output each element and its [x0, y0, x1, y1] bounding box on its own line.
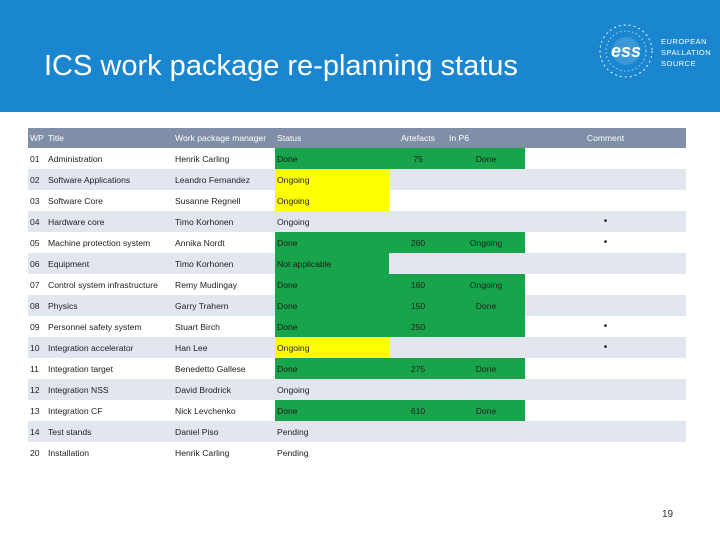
- cell-comment: •: [603, 321, 608, 332]
- table-row: [28, 400, 686, 421]
- cell-in-p6: Ongoing: [447, 274, 525, 295]
- cell-in-p6: [447, 190, 525, 211]
- cell-comment: [525, 190, 686, 211]
- header-title: Title: [48, 133, 64, 143]
- cell-manager: Susanne Regnell: [175, 195, 241, 206]
- cell-title: Administration: [48, 153, 103, 164]
- cell-artefacts: 150: [389, 295, 447, 316]
- cell-in-p6: [447, 442, 525, 463]
- cell-comment: [525, 253, 686, 274]
- cell-manager: Henrik Carling: [175, 447, 230, 458]
- cell-manager: Nick Levchenko: [175, 405, 236, 416]
- cell-title: Integration NSS: [48, 384, 109, 395]
- cell-status: Done: [275, 295, 389, 316]
- cell-status: Ongoing: [275, 190, 389, 211]
- header-artefacts: Artefacts: [401, 133, 435, 143]
- cell-wp: 02: [30, 174, 40, 185]
- cell-wp: 11: [30, 363, 39, 374]
- cell-title: Equipment: [48, 258, 90, 269]
- cell-in-p6: [447, 211, 525, 232]
- cell-artefacts: 250: [389, 316, 447, 337]
- table-row: [28, 442, 686, 463]
- cell-status: Done: [275, 400, 389, 421]
- cell-in-p6: [447, 337, 525, 358]
- ess-logo-text: [661, 36, 711, 69]
- cell-in-p6: [447, 169, 525, 190]
- cell-status: Done: [275, 232, 389, 253]
- cell-title: Software Core: [48, 195, 103, 206]
- cell-wp: 20: [30, 447, 40, 458]
- cell-comment: [525, 400, 686, 421]
- cell-status: Done: [275, 358, 389, 379]
- cell-artefacts: [389, 253, 447, 274]
- cell-comment: [525, 421, 686, 442]
- cell-status: Done: [275, 274, 389, 295]
- cell-manager: Timo Korhonen: [175, 216, 234, 227]
- slide-title: ICS work package re-planning status: [44, 50, 518, 82]
- cell-in-p6: Done: [447, 295, 525, 316]
- cell-artefacts: [389, 169, 447, 190]
- svg-text:ess: ess: [610, 41, 642, 61]
- cell-comment: •: [603, 342, 608, 353]
- cell-status: Done: [275, 316, 389, 337]
- cell-status: Ongoing: [277, 216, 310, 227]
- table-body: [28, 148, 686, 463]
- cell-in-p6: Done: [447, 400, 525, 421]
- header-in-p6: In P6: [449, 133, 470, 143]
- cell-title: Integration accelerator: [48, 342, 134, 353]
- table-header-row: [28, 128, 686, 148]
- cell-in-p6: Ongoing: [447, 232, 525, 253]
- cell-title: Machine protection system: [48, 237, 151, 248]
- table-row: [28, 379, 686, 400]
- cell-wp: 06: [30, 258, 40, 269]
- table-row: [28, 211, 686, 232]
- cell-manager: Annika Nordt: [175, 237, 225, 248]
- table-row: [28, 190, 686, 211]
- table-row: [28, 253, 686, 274]
- table-row: [28, 358, 686, 379]
- cell-comment: [525, 169, 686, 190]
- cell-manager: Remy Mudingay: [175, 279, 238, 290]
- cell-artefacts: 275: [389, 358, 447, 379]
- cell-manager: Daniel Piso: [175, 426, 219, 437]
- page-number: 19: [662, 509, 674, 520]
- cell-wp: 03: [30, 195, 40, 206]
- table-row: [28, 169, 686, 190]
- logo-line: SOURCE: [661, 59, 697, 68]
- cell-wp: 10: [30, 342, 40, 353]
- cell-title: Test stands: [48, 426, 92, 437]
- cell-status: Ongoing: [275, 337, 389, 358]
- cell-manager: David Brodrick: [175, 384, 231, 395]
- cell-title: Personnel safety system: [48, 321, 142, 332]
- cell-artefacts: [389, 337, 447, 358]
- cell-in-p6: [447, 421, 525, 442]
- cell-manager: Leandro Fernandez: [175, 174, 251, 185]
- cell-wp: 13: [30, 405, 40, 416]
- cell-comment: [525, 295, 686, 316]
- cell-status: Ongoing: [275, 169, 389, 190]
- cell-comment: [525, 379, 686, 400]
- table-row: [28, 316, 686, 337]
- cell-manager: Han Lee: [175, 342, 208, 353]
- cell-artefacts: [389, 379, 447, 400]
- cell-comment: [525, 274, 686, 295]
- cell-title: Integration target: [48, 363, 113, 374]
- table-row: [28, 295, 686, 316]
- cell-wp: 01: [30, 153, 40, 164]
- cell-comment: [525, 358, 686, 379]
- cell-artefacts: 260: [389, 232, 447, 253]
- cell-wp: 04: [30, 216, 40, 227]
- cell-artefacts: 75: [389, 148, 447, 169]
- cell-status: Pending: [277, 426, 309, 437]
- cell-title: Hardware core: [48, 216, 105, 227]
- logo-line: EUROPEAN: [661, 37, 708, 46]
- cell-wp: 09: [30, 321, 40, 332]
- cell-status: Ongoing: [277, 384, 310, 395]
- table-row: [28, 337, 686, 358]
- cell-manager: Garry Trahern: [175, 300, 229, 311]
- cell-title: Software Applications: [48, 174, 131, 185]
- cell-title: Integration CF: [48, 405, 103, 416]
- cell-status: Not applicable: [275, 253, 389, 274]
- cell-wp: 05: [30, 237, 40, 248]
- cell-in-p6: [447, 379, 525, 400]
- cell-manager: Henrik Carling: [175, 153, 230, 164]
- cell-comment: [525, 148, 686, 169]
- cell-wp: 07: [30, 279, 40, 290]
- cell-in-p6: [447, 253, 525, 274]
- cell-artefacts: [389, 211, 447, 232]
- cell-wp: 14: [30, 426, 40, 437]
- status-table-container: [28, 128, 686, 463]
- cell-wp: 08: [30, 300, 40, 311]
- cell-artefacts: [389, 442, 447, 463]
- cell-manager: Benedetto Gallese: [175, 363, 246, 374]
- cell-artefacts: 610: [389, 400, 447, 421]
- header-wp: WP: [30, 133, 44, 143]
- cell-wp: 12: [30, 384, 40, 395]
- cell-status: Done: [275, 148, 389, 169]
- table-row: [28, 232, 686, 253]
- cell-artefacts: [389, 421, 447, 442]
- cell-comment: •: [603, 237, 608, 248]
- cell-title: Control system infrastructure: [48, 279, 158, 290]
- cell-artefacts: [389, 190, 447, 211]
- cell-in-p6: Done: [447, 358, 525, 379]
- table-row: [28, 421, 686, 442]
- cell-title: Installation: [48, 447, 90, 458]
- header-status: Status: [277, 133, 302, 143]
- cell-manager: Stuart Birch: [175, 321, 220, 332]
- cell-artefacts: 160: [389, 274, 447, 295]
- cell-status: Pending: [277, 447, 309, 458]
- header-manager: Work package manager: [175, 133, 267, 143]
- slide-header: [0, 0, 720, 112]
- cell-in-p6: Done: [447, 148, 525, 169]
- cell-comment: [525, 442, 686, 463]
- cell-comment: •: [603, 216, 608, 227]
- work-package-table: [28, 128, 686, 463]
- cell-title: Physics: [48, 300, 78, 311]
- table-row: [28, 148, 686, 169]
- logo-line: SPALLATION: [661, 48, 712, 57]
- table-row: [28, 274, 686, 295]
- cell-in-p6: [447, 316, 525, 337]
- header-comment: Comment: [586, 133, 625, 143]
- cell-manager: Timo Korhonen: [175, 258, 234, 269]
